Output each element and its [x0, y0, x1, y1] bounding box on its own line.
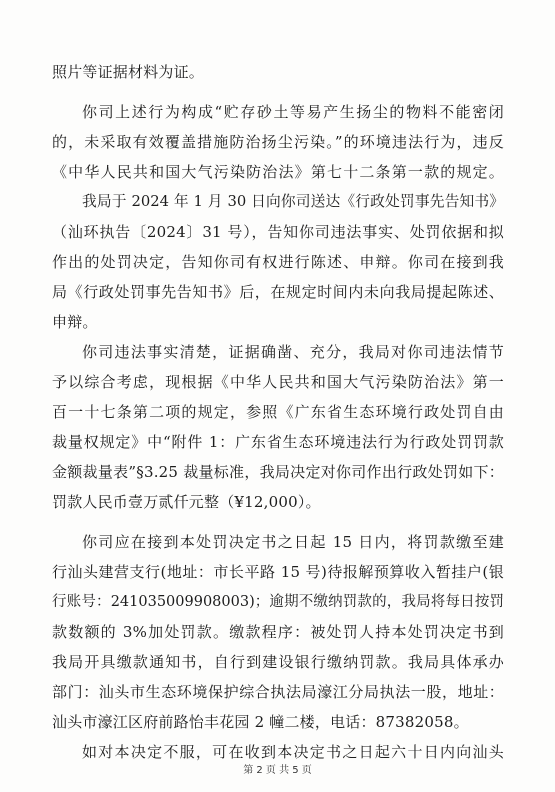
text-line: 行账号：241035009908003)；逾期不缴纳罚款的，我局将每日按罚	[52, 594, 504, 610]
text-line: 我局于 2024 年 1 月 30 日向你司送达《行政处罚事先告知书》	[82, 193, 504, 210]
text-line: 的，未采取有效覆盖措施防治扬尘污染。”的环境违法行为，违反	[52, 133, 504, 151]
text-line: 申辩。	[52, 313, 98, 331]
text-line: 金额裁量表”§3.25 裁量标准，我局决定对你司作出行政处罚如下：	[52, 463, 504, 481]
text-line: 款数额的 3%加处罚款。缴款程序：被处罚人持本处罚决定书到	[52, 623, 504, 641]
text-line: （汕环执告〔2024〕31 号），告知你司违法事实、处罚依据和拟	[52, 223, 504, 241]
text-line: 你司应在接到本处罚决定书之日起 15 日内，将罚款缴至建	[82, 533, 504, 551]
text-line: 你司上述行为构成“贮存砂土等易产生扬尘的物料不能密闭	[82, 103, 504, 121]
text-line: 百一十七条第二项的规定，参照《广东省生态环境行政处罚自由	[52, 403, 504, 421]
page-number: 第 2 页 共 5 页	[243, 765, 312, 776]
text-line: 罚款人民币壹万贰仟元整（¥12,000）。	[52, 493, 321, 511]
text-line: 如对本决定不服，可在收到本决定书之日起六十日内向汕头	[82, 743, 504, 761]
text-line: 我局开具缴款通知书，自行到建设银行缴纳罚款。我局具体承办	[52, 653, 504, 671]
text-line: 裁量权规定》中“附件 1：广东省生态环境违法行为行政处罚罚款	[52, 433, 504, 451]
text-line: 你司违法事实清楚，证据确凿、充分，我局对你司违法情节	[82, 343, 504, 361]
text-line: 汕头市濠江区府前路怡丰花园 2 幢二楼，电话：87382058。	[52, 713, 469, 731]
text-line: 《中华人民共和国大气污染防治法》第七十二条第一款的规定。	[52, 163, 504, 181]
text-line: 行汕头建营支行(地址：市长平路 15 号)待报解预算收入暂挂户(银	[52, 563, 504, 581]
text-line: 部门：汕头市生态环境保护综合执法局濠江分局执法一股，地址：	[52, 683, 504, 701]
text-line: 照片等证据材料为证。	[52, 63, 205, 81]
text-line: 作出的处罚决定，告知你司有权进行陈述、申辩。你司在接到我	[52, 253, 504, 271]
text-line: 予以综合考虑，现根据《中华人民共和国大气污染防治法》第一	[52, 373, 504, 391]
text-line: 局《行政处罚事先告知书》后，在规定时间内未向我局提起陈述、	[52, 283, 504, 301]
